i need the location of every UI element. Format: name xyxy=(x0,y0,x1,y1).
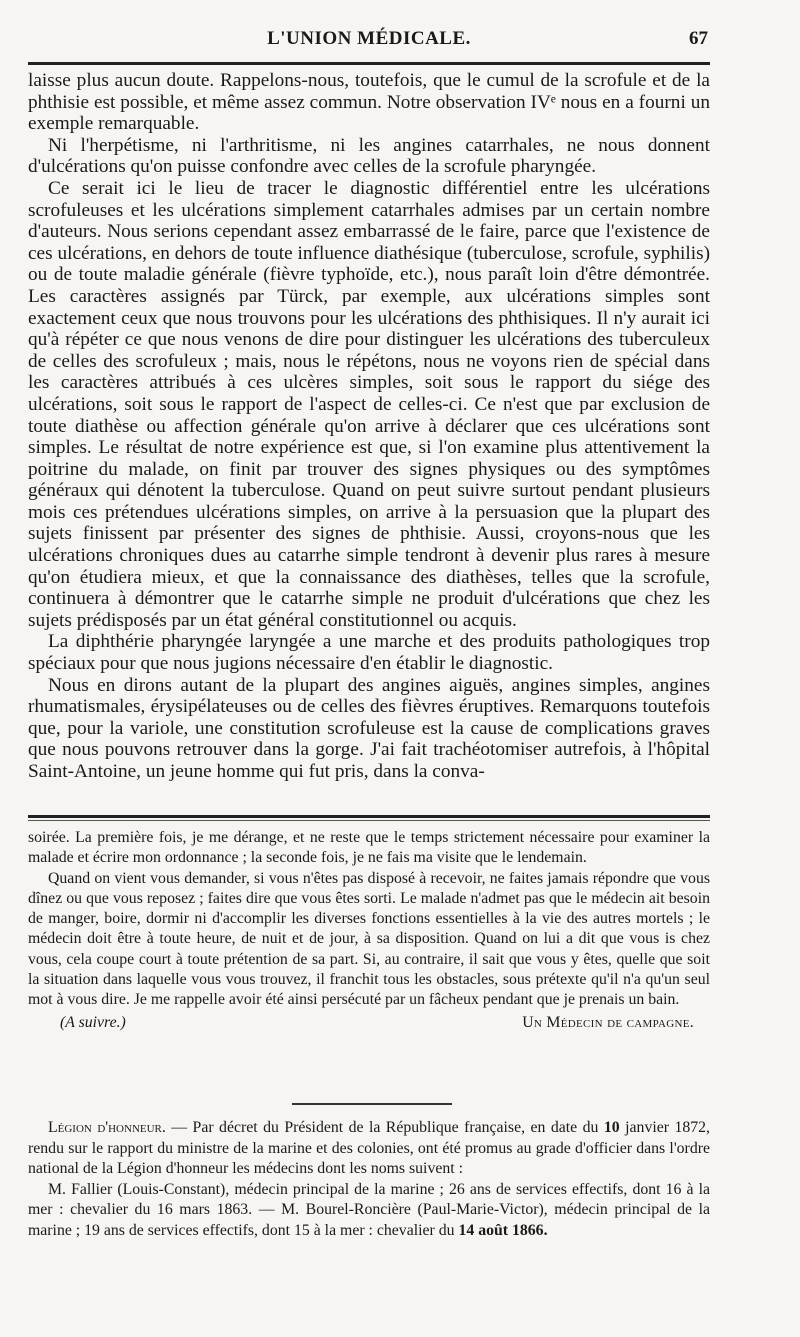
author-signature: Un Médecin de campagne. xyxy=(522,1013,694,1031)
signature-line xyxy=(28,1013,710,1037)
feuilleton-rule-thin xyxy=(28,820,710,821)
page-header xyxy=(28,28,710,58)
main-paragraph: laisse plus aucun doute. Rappelons-nous, toutefois, que le cumul de la scrofule et de la phthisie est possible, et même assez commun. Notre observation IVᵉ nous en a fourni un exemple remarquable. xyxy=(28,70,710,135)
main-paragraph: Nous en dirons autant de la plupart des angines aiguës, angines simples, angines rhumatismales, érysipélateuses ou de celles des fièvres éruptives. Remarquons toutefois que, pour la variole, une constitution scrofuleuse est la cause de complications graves que nous pouvons retrouver dans la gorge. J'ai fait trachéotomiser autrefois, à l'hôpital Saint-Antoine, un jeune homme qui fut pris, dans la conva- xyxy=(28,674,710,782)
main-paragraph: La diphthérie pharyngée laryngée a une marche et des produits pathologiques trop spéciaux pour que nous jugions nécessaire d'en établir le diagnostic. xyxy=(28,631,710,675)
feuilleton-paragraph: Quand on vient vous demander, si vous n'êtes pas disposé à recevoir, ne faites jamais répondre que vous dînez ou que vous reposez ; faites dire que vous êtes sorti. Le malade n'admet pas que le médecin ait besoin de manger, boire, dormir ni d'accomplir les diverses fonctions essentielles à la vie des autres mortels ; le médecin doit être à toute heure, de nuit et de jour, à sa disposition. Quand on lui a dit que vous is chez vous, cela coupe court à toute prétention de sa part. Si, au contraire, il sait que vous y êtes, quelle que soit la situation dans laquelle vous vous trouvez, il franchit tous les obstacles, sous prétexte qu'il n'a qu'un seul mot à vous dire. Je me rappelle avoir été ainsi persécuté par un fâcheux pendant que je prenais un bain. xyxy=(28,869,710,1009)
news-lead: — Par décret du Président de la République française, en date du xyxy=(165,1119,604,1136)
section-divider xyxy=(292,1103,452,1105)
feuilleton-rule xyxy=(28,815,710,818)
feuilleton-paragraph: soirée. La première fois, je me dérange, et ne reste que le temps strictement nécessaire pour examiner la malade et écrire mon ordonnance ; la seconde fois, je ne fais ma visite que le lendemain. xyxy=(28,829,710,867)
running-title: L'UNION MÉDICALE. xyxy=(267,28,471,49)
news-item xyxy=(28,1118,710,1241)
page-number: 67 xyxy=(689,28,708,49)
main-paragraph: Ce serait ici le lieu de tracer le diagnostic différentiel entre les ulcérations scrofuleuses et les ulcérations simplement catarrhales admises par un certain nombre d'auteurs. Nous serions cependant assez embarrassé de le faire, parce que l'existence de ces ulcérations, en dehors de toute influence diathésique (tuberculose, scrofule, syphilis) ou de toute maladie générale (fièvre typhoïde, etc.), nous paraît loin d'être démontrée. Les caractères assignés par Türck, par exemple, aux ulcérations simples sont exactement ceux que nous trouvons pour les ulcérations des phthisiques. Il n'y aurait ici qu'à répéter ce que nous venons de dire pour distinguer les ulcérations des tuberculeux de celles des scrofuleux ; mais, nous le répétons, nous ne voyons rien de spécial dans les caractères attribués à ces ulcères simples, soit sous le rapport du siége des ulcérations, soit sous le rapport de l'aspect de celles-ci. Ce n'est que par exclusion de toute diathèse ou affection générale qu'on arrive à déclarer que ces ulcérations sont simples. Le résultat de notre expérience est que, si l'on examine plus attentivement la poitrine du malade, on finit par trouver des signes physiques ou des symptômes généraux qui dénotent la tuberculose. Quand on peut suivre surtout pendant plusieurs mois ces prétendues ulcérations simples, on arrive à la persuasion que la plupart des sujets finissent par présenter des signes de phthisie. Aussi, croyons-nous que les ulcérations chroniques dues au catarrhe simple tendront à devenir plus rares à mesure qu'on étudiera mieux, et que la connaissance des diathèses, telles que la scrofule, continuera à démontrer que le catarrhe simple ne produit d'ulcérations que chez les sujets prédisposés par un état général constitutionnel ou acquis. xyxy=(28,177,710,631)
news-lead-rest: janvier 1872, rendu sur le rapport du ministre de la marine et des colonies, ont été promus au grade d'officier dans l'ordre national de la Légion d'honneur les médecins dont les noms suivent : xyxy=(28,1119,710,1177)
news-entry-date: 14 août 1866. xyxy=(458,1221,548,1239)
feuilleton xyxy=(28,828,710,1037)
news-lead-date: 10 xyxy=(603,1119,620,1136)
news-entry: M. Fallier (Louis-Constant), médecin principal de la marine ; 26 ans de services effectifs, dont 16 à la mer : chevalier du 16 mars 1863. — M. Bourel-Roncière (Paul-Marie-Victor), médecin principal de la marine ; 19 ans de services effectifs, dont 15 à la mer : chevalier du xyxy=(28,1180,710,1239)
main-paragraph: Ni l'herpétisme, ni l'arthritisme, ni les angines catarrhales, ne nous donnent d'ulcérations qu'on puisse confondre avec celles de la scrofule pharyngée. xyxy=(28,134,710,178)
news-heading: Légion d'honneur. xyxy=(48,1119,166,1136)
to-be-continued: (A suivre.) xyxy=(60,1013,126,1031)
news-paragraph xyxy=(28,1180,710,1242)
main-article xyxy=(28,70,710,783)
header-rule xyxy=(28,62,710,65)
news-paragraph xyxy=(28,1118,710,1180)
